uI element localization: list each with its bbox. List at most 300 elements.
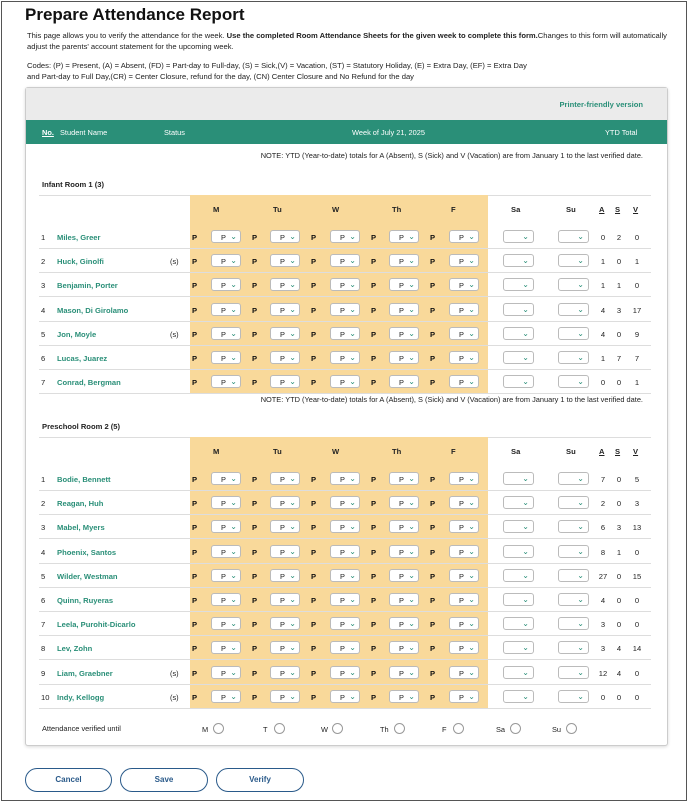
select-value: P [399, 329, 404, 339]
select-value: P [280, 547, 285, 557]
chevron-down-icon: ⌄ [522, 522, 529, 532]
attendance-select-su[interactable] [558, 617, 589, 630]
select-value: P [340, 233, 345, 242]
page-title: Prepare Attendance Report [25, 5, 245, 24]
chevron-down-icon: ⌄ [408, 474, 415, 483]
day-header-tu: Tu [273, 205, 282, 214]
planned-mark: P [192, 571, 198, 581]
attendance-select-f[interactable] [449, 520, 479, 533]
attendance-select-m[interactable] [211, 254, 241, 267]
verified-until-radio[interactable] [566, 723, 577, 734]
planned-mark: P [252, 378, 258, 388]
chevron-down-icon: ⌄ [522, 328, 529, 338]
attendance-select-tu[interactable] [270, 278, 300, 291]
attendance-select-tu[interactable] [270, 641, 300, 654]
student-name-link[interactable]: Phoenix, Santos [57, 547, 117, 557]
attendance-select-su[interactable] [558, 666, 589, 679]
student-name-link[interactable]: Mabel, Myers [57, 523, 105, 533]
attendance-select-f[interactable] [449, 230, 479, 243]
attendance-select-tu[interactable] [270, 593, 300, 606]
attendance-select-m[interactable] [211, 303, 241, 316]
attendance-select-su[interactable] [558, 375, 589, 388]
attendance-select-f[interactable] [449, 545, 479, 558]
chevron-down-icon: ⌄ [468, 595, 475, 604]
chevron-down-icon: ⌄ [349, 232, 356, 241]
chevron-down-icon: ⌄ [577, 619, 584, 629]
attendance-select-th[interactable] [389, 375, 419, 388]
attendance-select-w[interactable] [330, 375, 360, 388]
day-header-su: Su [566, 205, 576, 214]
attendance-select-m[interactable] [211, 520, 241, 533]
attendance-select-sa[interactable] [503, 327, 534, 340]
attendance-select-f[interactable] [449, 593, 479, 606]
chevron-down-icon: ⌄ [522, 619, 529, 629]
table-row [39, 540, 651, 564]
chevron-down-icon: ⌄ [577, 546, 584, 556]
attendance-select-m[interactable] [211, 666, 241, 679]
planned-mark: P [252, 668, 258, 678]
select-value: P [340, 571, 345, 581]
verified-until-radio[interactable] [332, 723, 343, 734]
attendance-select-w[interactable] [330, 496, 360, 509]
planned-mark: P [252, 596, 258, 605]
printer-friendly-link[interactable]: Printer-friendly version [559, 100, 643, 109]
chevron-down-icon: ⌄ [468, 522, 475, 532]
attendance-select-f[interactable] [449, 254, 479, 267]
select-value: P [340, 281, 345, 291]
chevron-down-icon: ⌄ [349, 353, 356, 362]
attendance-select-tu[interactable] [270, 303, 300, 316]
attendance-select-w[interactable] [330, 569, 360, 582]
chevron-down-icon: ⌄ [468, 667, 475, 677]
ytd-value: 4 [600, 305, 606, 315]
room-title: Preschool Room 2 (5) [42, 422, 121, 431]
attendance-select-sa[interactable] [503, 472, 534, 485]
chevron-down-icon: ⌄ [349, 619, 356, 629]
attendance-select-th[interactable] [389, 569, 419, 582]
attendance-select-th[interactable] [389, 520, 419, 533]
select-value: P [221, 668, 226, 678]
attendance-select-f[interactable] [449, 351, 479, 364]
select-value: P [459, 523, 464, 533]
student-name-link[interactable]: Quinn, Ruyeras [57, 596, 114, 605]
planned-mark: P [311, 499, 317, 509]
row-number: 2 [41, 499, 46, 509]
attendance-select-m[interactable] [211, 617, 241, 630]
attendance-select-w[interactable] [330, 254, 360, 267]
attendance-select-w[interactable] [330, 278, 360, 291]
attendance-select-m[interactable] [211, 593, 241, 606]
attendance-select-f[interactable] [449, 617, 479, 630]
student-name-link[interactable]: Liam, Graebner [57, 668, 113, 678]
attendance-select-tu[interactable] [270, 472, 300, 485]
attendance-select-su[interactable] [558, 278, 589, 291]
planned-mark: P [311, 596, 317, 605]
planned-mark: P [371, 596, 377, 605]
attendance-select-sa[interactable] [503, 617, 534, 630]
planned-mark: P [371, 281, 377, 291]
attendance-select-su[interactable] [558, 690, 589, 703]
verified-day-label: Su [552, 725, 562, 734]
attendance-select-m[interactable] [211, 545, 241, 558]
planned-mark: P [430, 547, 436, 557]
select-value: P [459, 329, 464, 339]
chevron-down-icon: ⌄ [289, 256, 296, 266]
ytd-value: 0 [600, 378, 606, 388]
planned-mark: P [371, 475, 377, 484]
attendance-select-th[interactable] [389, 666, 419, 679]
select-value: P [340, 354, 345, 363]
chevron-down-icon: ⌄ [468, 570, 475, 580]
planned-mark: P [311, 257, 317, 267]
chevron-down-icon: ⌄ [408, 498, 415, 508]
planned-mark: P [371, 378, 377, 388]
attendance-select-tu[interactable] [270, 351, 300, 364]
attendance-select-w[interactable] [330, 666, 360, 679]
chevron-down-icon: ⌄ [577, 643, 584, 653]
student-name-link[interactable]: Bodie, Bennett [57, 475, 111, 484]
select-value: P [340, 523, 345, 533]
save-button[interactable]: Save [120, 768, 208, 792]
student-name-link[interactable]: Jon, Moyle [57, 329, 97, 339]
table-row [39, 225, 651, 249]
attendance-select-th[interactable] [389, 278, 419, 291]
attendance-select-m[interactable] [211, 327, 241, 340]
attendance-select-tu[interactable] [270, 375, 300, 388]
attendance-select-su[interactable] [558, 641, 589, 654]
attendance-select-m[interactable] [211, 641, 241, 654]
ytd-value: 1 [600, 354, 606, 363]
attendance-select-w[interactable] [330, 617, 360, 630]
chevron-down-icon: ⌄ [408, 232, 415, 241]
chevron-down-icon: ⌄ [522, 474, 529, 483]
ytd-value: 0 [616, 329, 622, 339]
planned-mark: P [371, 644, 377, 654]
chevron-down-icon: ⌄ [289, 474, 296, 483]
planned-mark: P [192, 281, 198, 291]
ytd-value: 0 [634, 692, 640, 702]
attendance-select-su[interactable] [558, 303, 589, 316]
attendance-select-w[interactable] [330, 593, 360, 606]
chevron-down-icon: ⌄ [289, 522, 296, 532]
ytd-value: 0 [634, 547, 640, 557]
attendance-select-sa[interactable] [503, 375, 534, 388]
status-sick: (s) [170, 692, 179, 702]
ytd-value: 4 [616, 644, 622, 654]
planned-mark: P [311, 620, 317, 630]
attendance-select-f[interactable] [449, 690, 479, 703]
attendance-select-sa[interactable] [503, 278, 534, 291]
planned-mark: P [252, 571, 258, 581]
chevron-down-icon: ⌄ [230, 498, 237, 508]
chevron-down-icon: ⌄ [522, 570, 529, 580]
select-value: P [221, 257, 226, 267]
day-header-th: Th [392, 205, 402, 214]
attendance-select-sa[interactable] [503, 520, 534, 533]
verified-day-label: W [321, 725, 328, 734]
planned-mark: P [192, 233, 198, 242]
student-name-link[interactable]: Huck, Ginolfi [57, 257, 104, 267]
attendance-select-sa[interactable] [503, 496, 534, 509]
attendance-select-tu[interactable] [270, 254, 300, 267]
planned-mark: P [430, 620, 436, 630]
select-value: P [280, 692, 285, 702]
attendance-select-th[interactable] [389, 545, 419, 558]
chevron-down-icon: ⌄ [230, 619, 237, 629]
select-value: P [459, 354, 464, 363]
table-row [39, 346, 651, 370]
table-row [39, 273, 651, 297]
planned-mark: P [371, 668, 377, 678]
attendance-select-sa[interactable] [503, 303, 534, 316]
select-value: P [340, 620, 345, 630]
attendance-select-w[interactable] [330, 641, 360, 654]
attendance-select-sa[interactable] [503, 351, 534, 364]
planned-mark: P [311, 305, 317, 315]
ytd-value: 3 [634, 499, 640, 509]
attendance-select-w[interactable] [330, 520, 360, 533]
attendance-select-w[interactable] [330, 327, 360, 340]
panel-toolbar [26, 88, 667, 120]
attendance-select-f[interactable] [449, 496, 479, 509]
attendance-select-sa[interactable] [503, 569, 534, 582]
chevron-down-icon: ⌄ [289, 595, 296, 604]
attendance-select-m[interactable] [211, 496, 241, 509]
chevron-down-icon: ⌄ [577, 304, 584, 314]
select-value: P [280, 475, 285, 484]
attendance-select-f[interactable] [449, 278, 479, 291]
planned-mark: P [371, 305, 377, 315]
ytd-value: 7 [634, 354, 640, 363]
attendance-select-th[interactable] [389, 254, 419, 267]
attendance-select-tu[interactable] [270, 327, 300, 340]
chevron-down-icon: ⌄ [577, 474, 584, 483]
chevron-down-icon: ⌄ [468, 377, 475, 387]
verified-until-radio[interactable] [453, 723, 464, 734]
attendance-select-sa[interactable] [503, 690, 534, 703]
student-name-link[interactable]: Leela, Purohit-Dicarlo [57, 620, 136, 630]
codes-legend [27, 60, 667, 82]
attendance-select-m[interactable] [211, 472, 241, 485]
chevron-down-icon: ⌄ [577, 328, 584, 338]
attendance-select-sa[interactable] [503, 593, 534, 606]
planned-mark: P [192, 547, 198, 557]
header-status: Status [164, 128, 185, 137]
chevron-down-icon: ⌄ [522, 232, 529, 241]
attendance-select-su[interactable] [558, 593, 589, 606]
attendance-select-m[interactable] [211, 351, 241, 364]
chevron-down-icon: ⌄ [522, 498, 529, 508]
attendance-select-su[interactable] [558, 230, 589, 243]
ytd-value: 0 [634, 668, 640, 678]
ytd-value: 1 [616, 281, 622, 291]
attendance-select-th[interactable] [389, 230, 419, 243]
attendance-select-tu[interactable] [270, 569, 300, 582]
attendance-select-su[interactable] [558, 569, 589, 582]
chevron-down-icon: ⌄ [349, 377, 356, 387]
select-value: P [459, 233, 464, 242]
attendance-select-f[interactable] [449, 303, 479, 316]
ytd-value: 27 [598, 571, 608, 581]
chevron-down-icon: ⌄ [577, 595, 584, 604]
chevron-down-icon: ⌄ [230, 643, 237, 653]
student-name-link[interactable]: Benjamin, Porter [57, 281, 118, 291]
ytd-value: 7 [616, 354, 622, 363]
header-student-name: Student Name [60, 128, 108, 137]
attendance-select-su[interactable] [558, 472, 589, 485]
chevron-down-icon: ⌄ [522, 304, 529, 314]
verified-until-radio[interactable] [394, 723, 405, 734]
room-title: Infant Room 1 (3) [42, 180, 105, 189]
select-value: P [399, 668, 404, 678]
attendance-select-th[interactable] [389, 303, 419, 316]
planned-mark: P [430, 571, 436, 581]
attendance-select-th[interactable] [389, 496, 419, 509]
attendance-select-tu[interactable] [270, 520, 300, 533]
student-name-link[interactable]: Mason, Di Girolamo [57, 305, 129, 315]
attendance-select-w[interactable] [330, 472, 360, 485]
table-row [39, 588, 651, 612]
attendance-select-sa[interactable] [503, 545, 534, 558]
attendance-select-w[interactable] [330, 230, 360, 243]
attendance-select-su[interactable] [558, 520, 589, 533]
attendance-select-th[interactable] [389, 617, 419, 630]
attendance-select-tu[interactable] [270, 690, 300, 703]
attendance-select-tu[interactable] [270, 666, 300, 679]
attendance-select-tu[interactable] [270, 230, 300, 243]
attendance-select-m[interactable] [211, 569, 241, 582]
day-header-f: F [451, 205, 456, 214]
attendance-select-w[interactable] [330, 351, 360, 364]
attendance-select-th[interactable] [389, 593, 419, 606]
attendance-select-su[interactable] [558, 545, 589, 558]
select-value: P [399, 571, 404, 581]
attendance-select-f[interactable] [449, 569, 479, 582]
select-value: P [399, 523, 404, 533]
attendance-select-su[interactable] [558, 254, 589, 267]
student-name-link[interactable]: Reagan, Huh [57, 499, 104, 509]
student-name-link[interactable]: Miles, Greer [57, 233, 101, 242]
student-name-link[interactable]: Lucas, Juarez [57, 354, 108, 363]
cancel-button[interactable]: Cancel [25, 768, 112, 792]
table-row [39, 491, 651, 515]
planned-mark: P [371, 329, 377, 339]
chevron-down-icon: ⌄ [230, 522, 237, 532]
codes-line-1: Codes: (P) = Present, (A) = Absent, (FD) = Part-day to Full-day, (S) = Sick,(V) = Vacation, (ST) = Statutory Holiday, (E) = Extra Day, (EF) = Extra Day [27, 61, 527, 70]
attendance-select-sa[interactable] [503, 254, 534, 267]
attendance-select-su[interactable] [558, 351, 589, 364]
day-header-f: F [451, 447, 456, 456]
attendance-select-f[interactable] [449, 472, 479, 485]
planned-mark: P [430, 354, 436, 363]
attendance-select-th[interactable] [389, 351, 419, 364]
planned-mark: P [430, 668, 436, 678]
verify-button[interactable]: Verify [216, 768, 304, 792]
student-name-link[interactable]: Conrad, Bergman [57, 378, 121, 388]
select-value: P [221, 499, 226, 509]
select-value: P [221, 547, 226, 557]
student-name-link[interactable]: Wilder, Westman [57, 571, 118, 581]
row-number: 4 [41, 305, 46, 315]
attendance-select-f[interactable] [449, 375, 479, 388]
codes-line-2: and Part-day to Full Day,(CR) = Center Closure, refund for the day, (CN) Center Closure and No Refund for the day [27, 72, 414, 81]
attendance-select-tu[interactable] [270, 545, 300, 558]
verified-until-radio[interactable] [274, 723, 285, 734]
select-value: P [221, 281, 226, 291]
attendance-select-m[interactable] [211, 690, 241, 703]
ytd-value: 0 [616, 475, 622, 484]
select-value: P [221, 329, 226, 339]
chevron-down-icon: ⌄ [468, 643, 475, 653]
chevron-down-icon: ⌄ [408, 667, 415, 677]
select-value: P [459, 378, 464, 388]
attendance-select-tu[interactable] [270, 496, 300, 509]
chevron-down-icon: ⌄ [522, 256, 529, 266]
verified-day-label: F [442, 725, 447, 734]
attendance-select-sa[interactable] [503, 641, 534, 654]
attendance-select-su[interactable] [558, 327, 589, 340]
attendance-select-m[interactable] [211, 375, 241, 388]
attendance-select-th[interactable] [389, 690, 419, 703]
attendance-select-f[interactable] [449, 641, 479, 654]
verified-until-radio[interactable] [510, 723, 521, 734]
attendance-select-th[interactable] [389, 472, 419, 485]
ytd-value: 3 [600, 644, 606, 654]
attendance-select-m[interactable] [211, 278, 241, 291]
chevron-down-icon: ⌄ [468, 619, 475, 629]
attendance-select-m[interactable] [211, 230, 241, 243]
attendance-select-w[interactable] [330, 303, 360, 316]
ytd-value: 2 [600, 499, 606, 509]
planned-mark: P [192, 378, 198, 388]
planned-mark: P [371, 257, 377, 267]
chevron-down-icon: ⌄ [577, 353, 584, 362]
select-value: P [399, 475, 404, 484]
select-value: P [221, 571, 226, 581]
attendance-select-su[interactable] [558, 496, 589, 509]
planned-mark: P [430, 257, 436, 267]
planned-mark: P [371, 547, 377, 557]
planned-mark: P [192, 305, 198, 315]
chevron-down-icon: ⌄ [289, 619, 296, 629]
verified-day-label: M [202, 725, 209, 734]
chevron-down-icon: ⌄ [468, 304, 475, 314]
attendance-select-th[interactable] [389, 641, 419, 654]
attendance-select-sa[interactable] [503, 230, 534, 243]
chevron-down-icon: ⌄ [468, 691, 475, 701]
ytd-value: 0 [634, 596, 640, 605]
planned-mark: P [430, 329, 436, 339]
attendance-select-tu[interactable] [270, 617, 300, 630]
table-row [39, 564, 651, 588]
chevron-down-icon: ⌄ [230, 280, 237, 290]
attendance-select-sa[interactable] [503, 666, 534, 679]
row-number: 6 [41, 354, 46, 363]
select-value: P [459, 571, 464, 581]
planned-mark: P [252, 329, 258, 339]
attendance-select-w[interactable] [330, 690, 360, 703]
attendance-select-th[interactable] [389, 327, 419, 340]
verified-until-radio[interactable] [213, 723, 224, 734]
student-name-link[interactable]: Lev, Zohn [57, 644, 93, 654]
attendance-select-f[interactable] [449, 666, 479, 679]
chevron-down-icon: ⌄ [289, 546, 296, 556]
attendance-select-w[interactable] [330, 545, 360, 558]
attendance-select-f[interactable] [449, 327, 479, 340]
chevron-down-icon: ⌄ [577, 256, 584, 266]
student-name-link[interactable]: Indy, Kellogg [57, 692, 105, 702]
ytd-value: 17 [632, 305, 642, 315]
